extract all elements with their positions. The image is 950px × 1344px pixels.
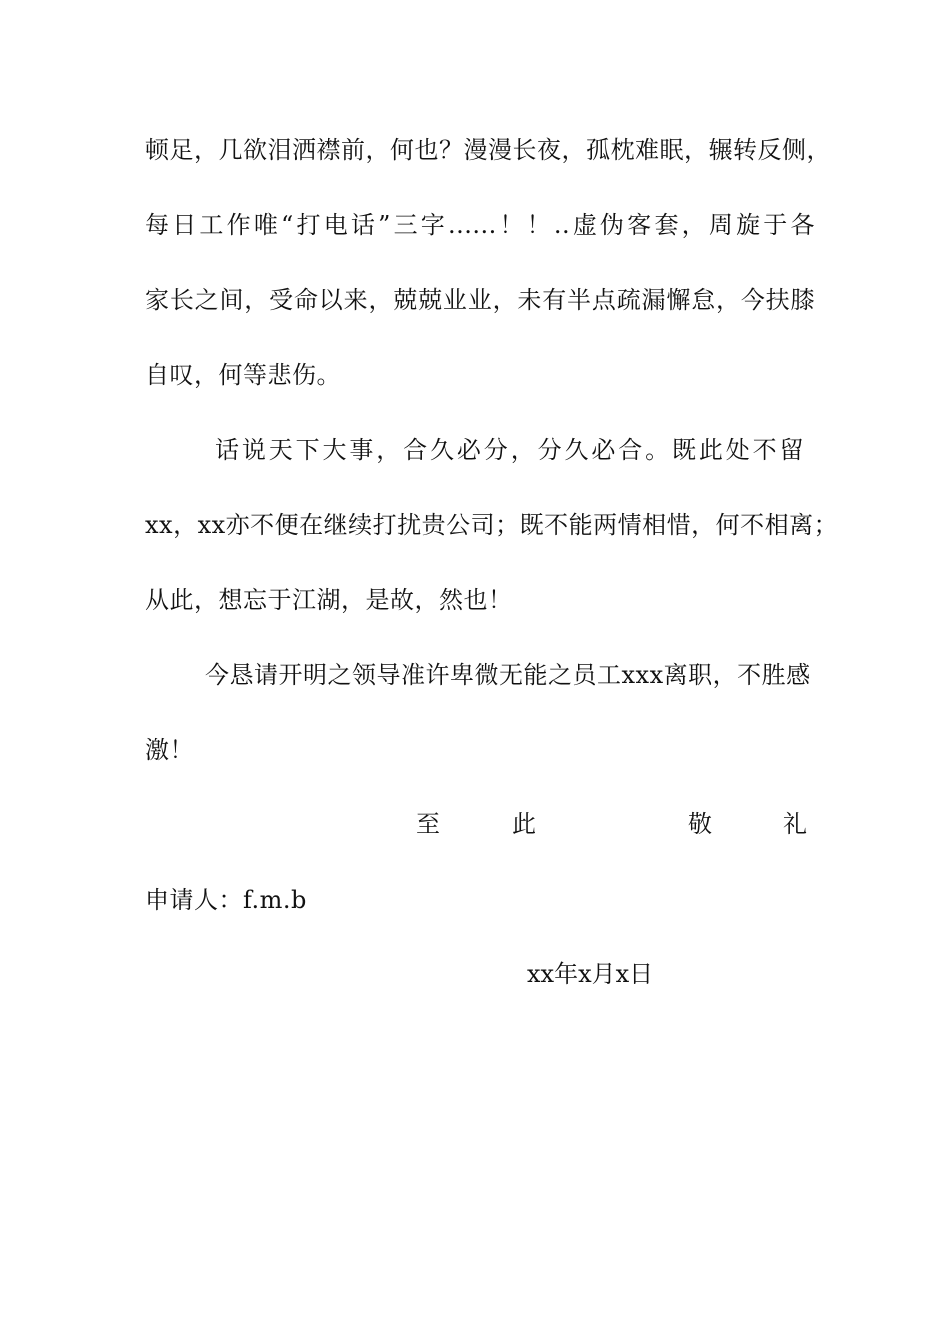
applicant-line: 申请人：f.m.b	[145, 886, 307, 914]
paragraph-1-line-3: 家长之间，受命以来，兢兢业业，未有半点疏漏懈怠，今扶膝	[145, 286, 815, 314]
paragraph-3-line-2: 激！	[145, 736, 194, 764]
paragraph-3-line-1: 今恳请开明之领导准许卑微无能之员工xxx离职，不胜感	[205, 661, 811, 689]
paragraph-1-line-4: 自叹，何等悲伤。	[145, 361, 341, 389]
date-line: xx年x月x日	[527, 960, 654, 988]
paragraph-2-line-1: 话说天下大事，合久必分，分久必合。既此处不留	[215, 436, 805, 464]
closing-word-1: 至	[416, 810, 440, 838]
paragraph-2-line-2: xx，xx亦不便在继续打扰贵公司；既不能两情相惜，何不相离；	[145, 511, 839, 539]
closing-word-2: 此	[512, 810, 536, 838]
paragraph-2-line-3: 从此，想忘于江湖，是故，然也！	[145, 586, 513, 614]
paragraph-1-line-1: 顿足，几欲泪洒襟前，何也？漫漫长夜，孤枕难眠，辗转反侧，	[145, 136, 831, 164]
paragraph-1-line-2: 每日工作唯“打电话”三字......！！..虚伪客套，周旋于各	[145, 211, 815, 239]
closing-word-4: 礼	[783, 810, 807, 838]
closing-word-3: 敬	[688, 810, 712, 838]
